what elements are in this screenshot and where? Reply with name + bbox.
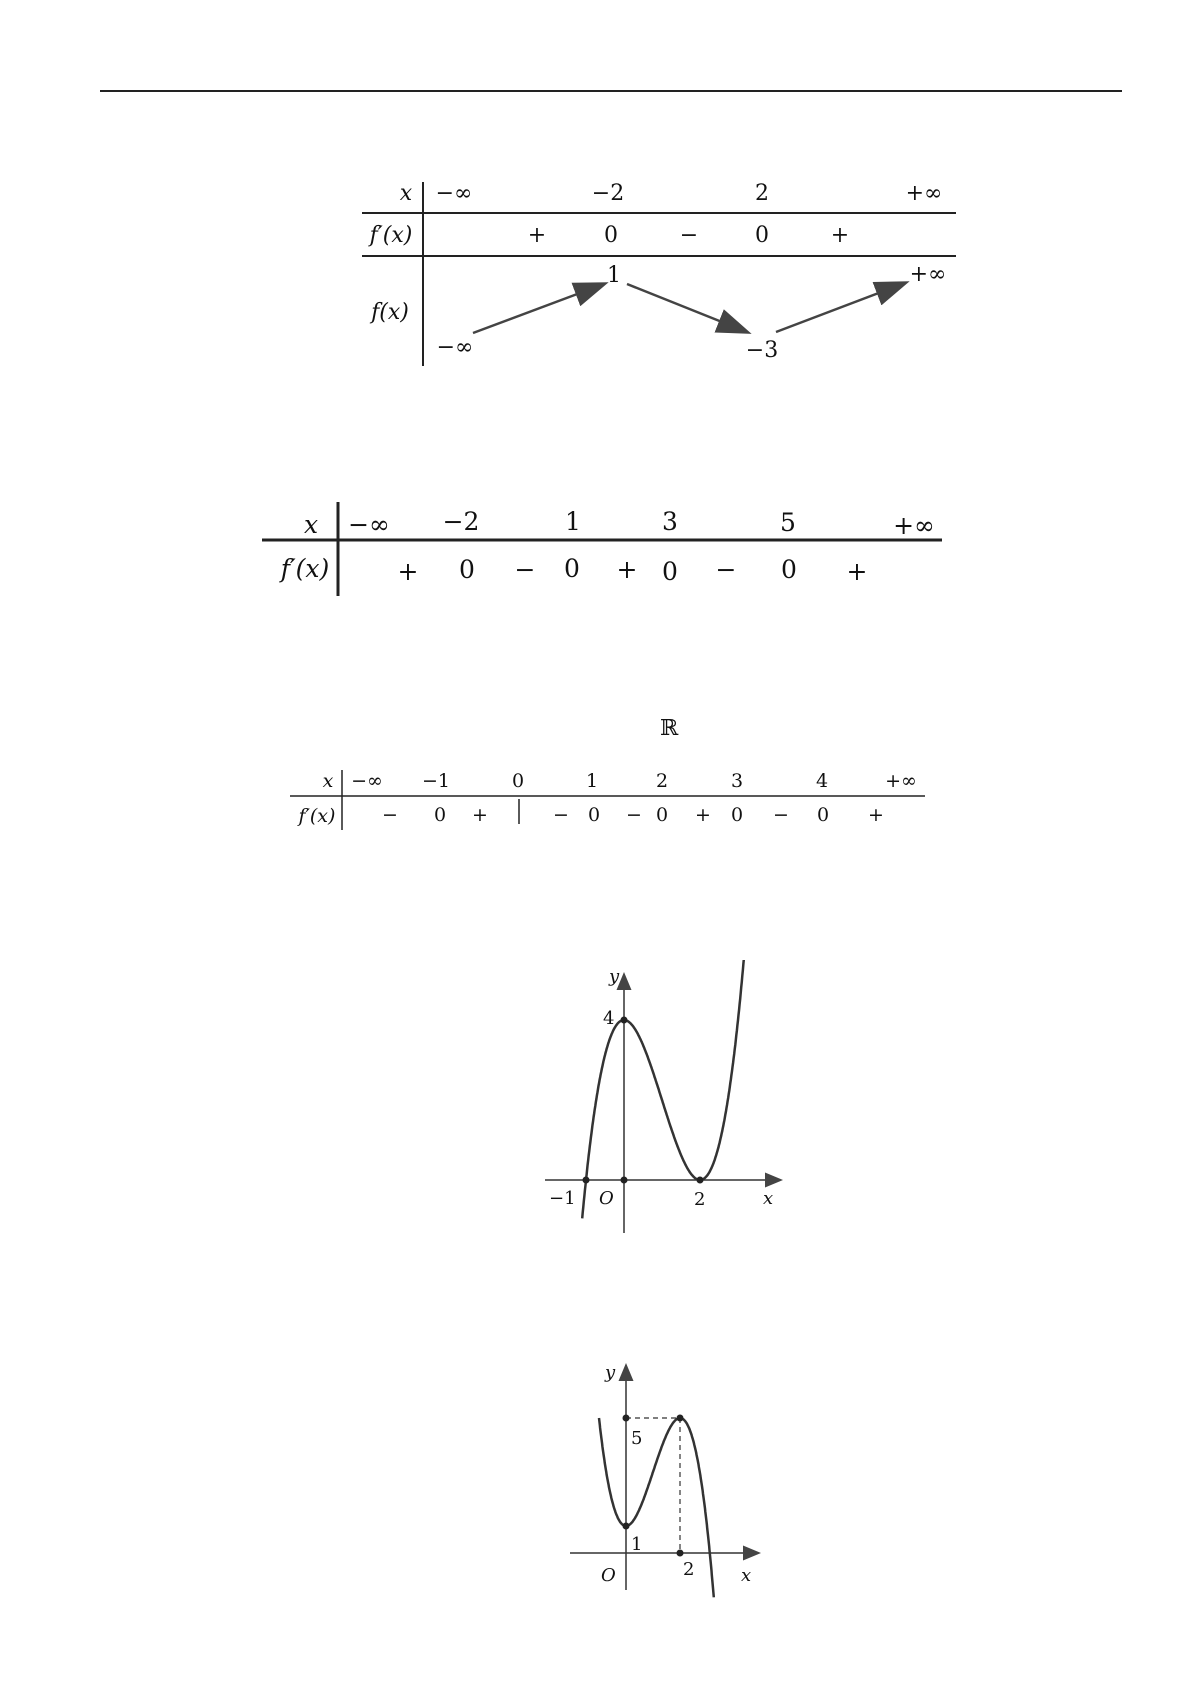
- sign-table-2: [0, 480, 1191, 680]
- t3-x-5: 3: [730, 770, 744, 792]
- t1-x-1: −2: [591, 181, 625, 206]
- g2-point-3: [677, 1550, 684, 1557]
- g2-curve: [599, 1418, 714, 1597]
- t1-sign-3: 0: [755, 223, 769, 248]
- t2-x-3: 3: [662, 507, 678, 536]
- t3-x-0: −∞: [351, 770, 383, 792]
- t1-arrow-up-1: [473, 284, 604, 333]
- g1-point-1: [621, 1177, 628, 1184]
- t1-fp-label: f′(x): [369, 223, 413, 248]
- g2-tick-label-y5: 5: [631, 1428, 643, 1449]
- t3-sign-0: −: [382, 804, 398, 826]
- t1-f-0: −∞: [436, 335, 474, 360]
- t3-fp-label: f′(x): [298, 805, 336, 827]
- t3-x-3: 1: [585, 770, 599, 792]
- t3-x-label: x: [322, 770, 334, 792]
- g1-tick-label-x2: 2: [694, 1189, 706, 1210]
- t3-x-7: +∞: [885, 770, 917, 792]
- t3-x-6: 4: [815, 770, 829, 792]
- sign-table-3: [0, 760, 1191, 860]
- t3-sign-2: +: [472, 804, 488, 826]
- t3-sign-4: 0: [587, 804, 601, 826]
- t1-sign-1: 0: [604, 223, 618, 248]
- t2-x-label: x: [303, 510, 319, 539]
- t2-sign-8: +: [846, 557, 868, 586]
- t2-fp-label: f′(x): [280, 554, 330, 583]
- t2-x-4: 5: [780, 508, 796, 537]
- t3-sign-9: −: [773, 804, 789, 826]
- t1-f-3: +∞: [909, 262, 947, 287]
- t1-sign-0: +: [527, 223, 547, 248]
- t2-sign-2: −: [514, 555, 536, 584]
- t1-arrow-up-2: [776, 283, 905, 332]
- t1-x-0: −∞: [435, 181, 473, 206]
- t1-f-label: f(x): [371, 300, 409, 325]
- t2-x-2: 1: [565, 507, 581, 536]
- t3-x-1: −1: [421, 770, 451, 792]
- t2-sign-5: 0: [662, 557, 678, 586]
- g1-origin-label: O: [599, 1188, 614, 1209]
- g2-tick-label-y1: 1: [631, 1534, 643, 1555]
- t2-sign-4: +: [616, 555, 638, 584]
- t2-sign-7: 0: [781, 555, 797, 584]
- g2-point-1: [623, 1415, 630, 1422]
- g2-y-label: y: [605, 1362, 616, 1383]
- g1-x-label: x: [763, 1188, 774, 1209]
- g1-tick-label-y4: 4: [603, 1008, 615, 1029]
- t1-f-1: 1: [607, 263, 621, 288]
- t3-sign-1: 0: [433, 804, 447, 826]
- real-numbers-symbol: ℝ: [660, 716, 679, 741]
- g1-point-2: [621, 1017, 628, 1024]
- variation-table-1: [0, 0, 1191, 400]
- t1-x-3: +∞: [905, 181, 943, 206]
- g2-origin-label: O: [601, 1565, 616, 1586]
- t1-sign-4: +: [830, 223, 850, 248]
- t3-sign-11: +: [868, 804, 884, 826]
- t3-x-4: 2: [655, 770, 669, 792]
- t3-sign-5: −: [626, 804, 642, 826]
- t3-sign-10: 0: [816, 804, 830, 826]
- t3-sign-7: +: [695, 804, 711, 826]
- t2-sign-0: +: [397, 557, 419, 586]
- function-graph-1: [0, 960, 1191, 1260]
- t2-sign-1: 0: [459, 555, 475, 584]
- g1-y-label: y: [609, 966, 620, 987]
- g2-x-label: x: [741, 1565, 752, 1586]
- g2-point-2: [677, 1415, 684, 1422]
- t2-sign-6: −: [715, 555, 737, 584]
- t1-f-2: −3: [745, 338, 779, 363]
- g1-point-0: [583, 1177, 590, 1184]
- t1-x-2: 2: [755, 181, 769, 206]
- t3-sign-8: 0: [730, 804, 744, 826]
- g2-tick-label-x2: 2: [683, 1559, 695, 1580]
- t3-sign-3: −: [553, 804, 569, 826]
- t1-x-label: x: [399, 181, 413, 206]
- t2-x-0: −∞: [348, 510, 390, 539]
- t2-x-5: +∞: [893, 511, 935, 540]
- t3-sign-6: 0: [655, 804, 669, 826]
- t3-x-2: 0: [511, 770, 525, 792]
- g1-point-3: [697, 1177, 704, 1184]
- g1-tick-label-xm1: −1: [549, 1188, 576, 1209]
- t1-sign-2: −: [679, 223, 699, 248]
- t2-x-1: −2: [442, 507, 480, 536]
- t2-sign-3: 0: [564, 554, 580, 583]
- function-graph-2: [0, 1350, 1191, 1600]
- t1-arrow-down: [627, 284, 747, 332]
- g2-point-0: [623, 1523, 630, 1530]
